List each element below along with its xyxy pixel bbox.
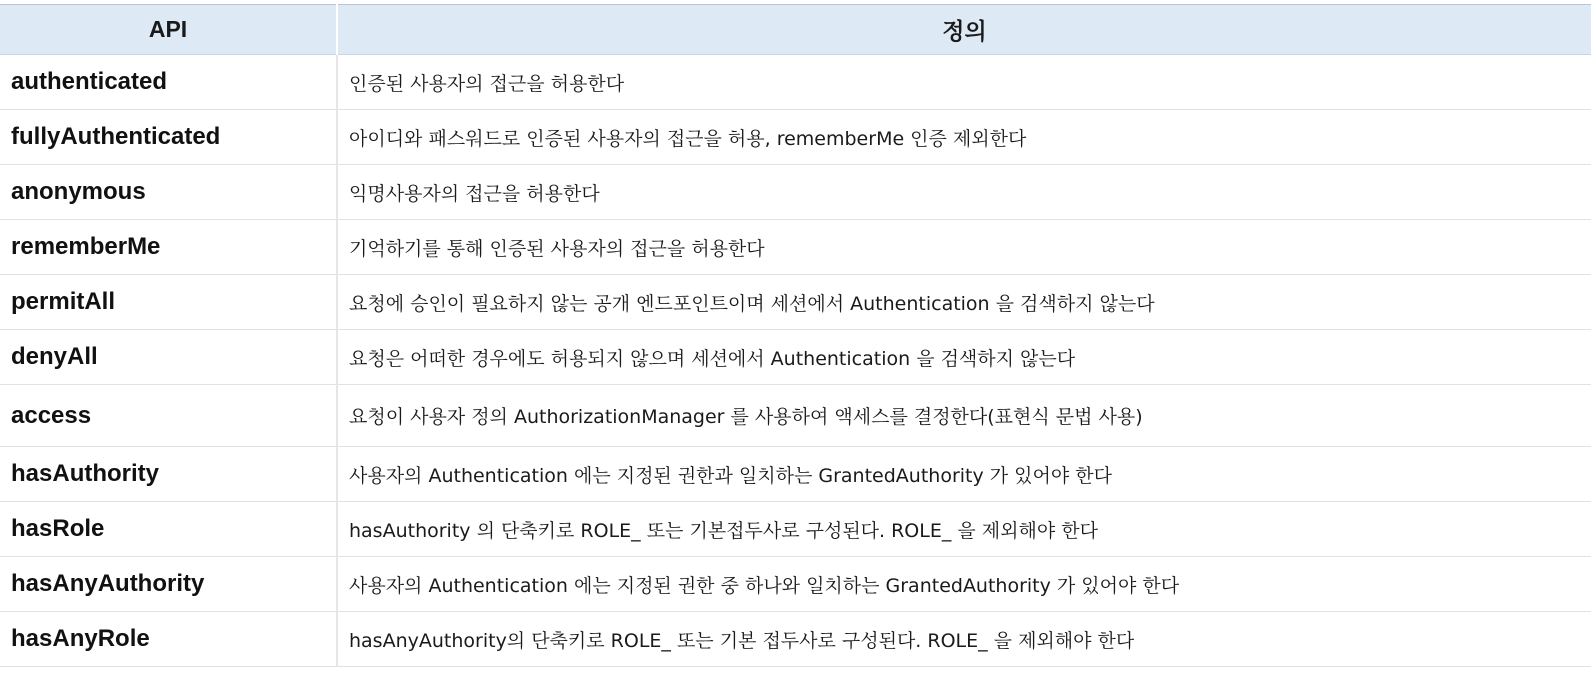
api-name-cell: hasAuthority	[0, 447, 337, 502]
api-name-cell: anonymous	[0, 165, 337, 220]
api-name-cell: access	[0, 385, 337, 447]
table-row	[0, 447, 1591, 502]
table-row	[0, 385, 1591, 447]
api-name-cell: hasAnyAuthority	[0, 557, 337, 612]
table-header	[0, 5, 1591, 55]
definition-cell: 요청은 어떠한 경우에도 허용되지 않으며 세션에서 Authentication 을 검색하지 않는다	[337, 330, 1591, 385]
api-name-cell: hasRole	[0, 502, 337, 557]
table-row	[0, 55, 1591, 110]
header-row	[0, 5, 1591, 55]
column-header-api: API	[0, 5, 337, 55]
definition-cell: 사용자의 Authentication 에는 지정된 권한과 일치하는 GrantedAuthority 가 있어야 한다	[337, 447, 1591, 502]
definition-cell: 사용자의 Authentication 에는 지정된 권한 중 하나와 일치하는 GrantedAuthority 가 있어야 한다	[337, 557, 1591, 612]
definition-cell: 요청이 사용자 정의 AuthorizationManager 를 사용하여 액세스를 결정한다(표현식 문법 사용)	[337, 385, 1591, 447]
definition-cell: 아이디와 패스워드로 인증된 사용자의 접근을 허용, rememberMe 인증 제외한다	[337, 110, 1591, 165]
definition-cell: 기억하기를 통해 인증된 사용자의 접근을 허용한다	[337, 220, 1591, 275]
api-definition-table-container	[0, 4, 1591, 667]
definition-cell: 요청에 승인이 필요하지 않는 공개 엔드포인트이며 세션에서 Authentication 을 검색하지 않는다	[337, 275, 1591, 330]
table-body	[0, 55, 1591, 667]
api-name-cell: denyAll	[0, 330, 337, 385]
table-row	[0, 165, 1591, 220]
api-name-cell: rememberMe	[0, 220, 337, 275]
table-row	[0, 502, 1591, 557]
column-header-definition: 정의	[337, 5, 1591, 55]
api-name-cell: permitAll	[0, 275, 337, 330]
table-row	[0, 110, 1591, 165]
definition-cell: 인증된 사용자의 접근을 허용한다	[337, 55, 1591, 110]
api-name-cell: authenticated	[0, 55, 337, 110]
definition-cell: 익명사용자의 접근을 허용한다	[337, 165, 1591, 220]
table-row	[0, 330, 1591, 385]
definition-cell: hasAnyAuthority의 단축키로 ROLE_ 또는 기본 접두사로 구성된다. ROLE_ 을 제외해야 한다	[337, 612, 1591, 667]
api-name-cell: fullyAuthenticated	[0, 110, 337, 165]
table-row	[0, 220, 1591, 275]
api-definition-table	[0, 4, 1591, 667]
api-name-cell: hasAnyRole	[0, 612, 337, 667]
table-row	[0, 612, 1591, 667]
table-row	[0, 557, 1591, 612]
definition-cell: hasAuthority 의 단축키로 ROLE_ 또는 기본접두사로 구성된다. ROLE_ 을 제외해야 한다	[337, 502, 1591, 557]
table-row	[0, 275, 1591, 330]
